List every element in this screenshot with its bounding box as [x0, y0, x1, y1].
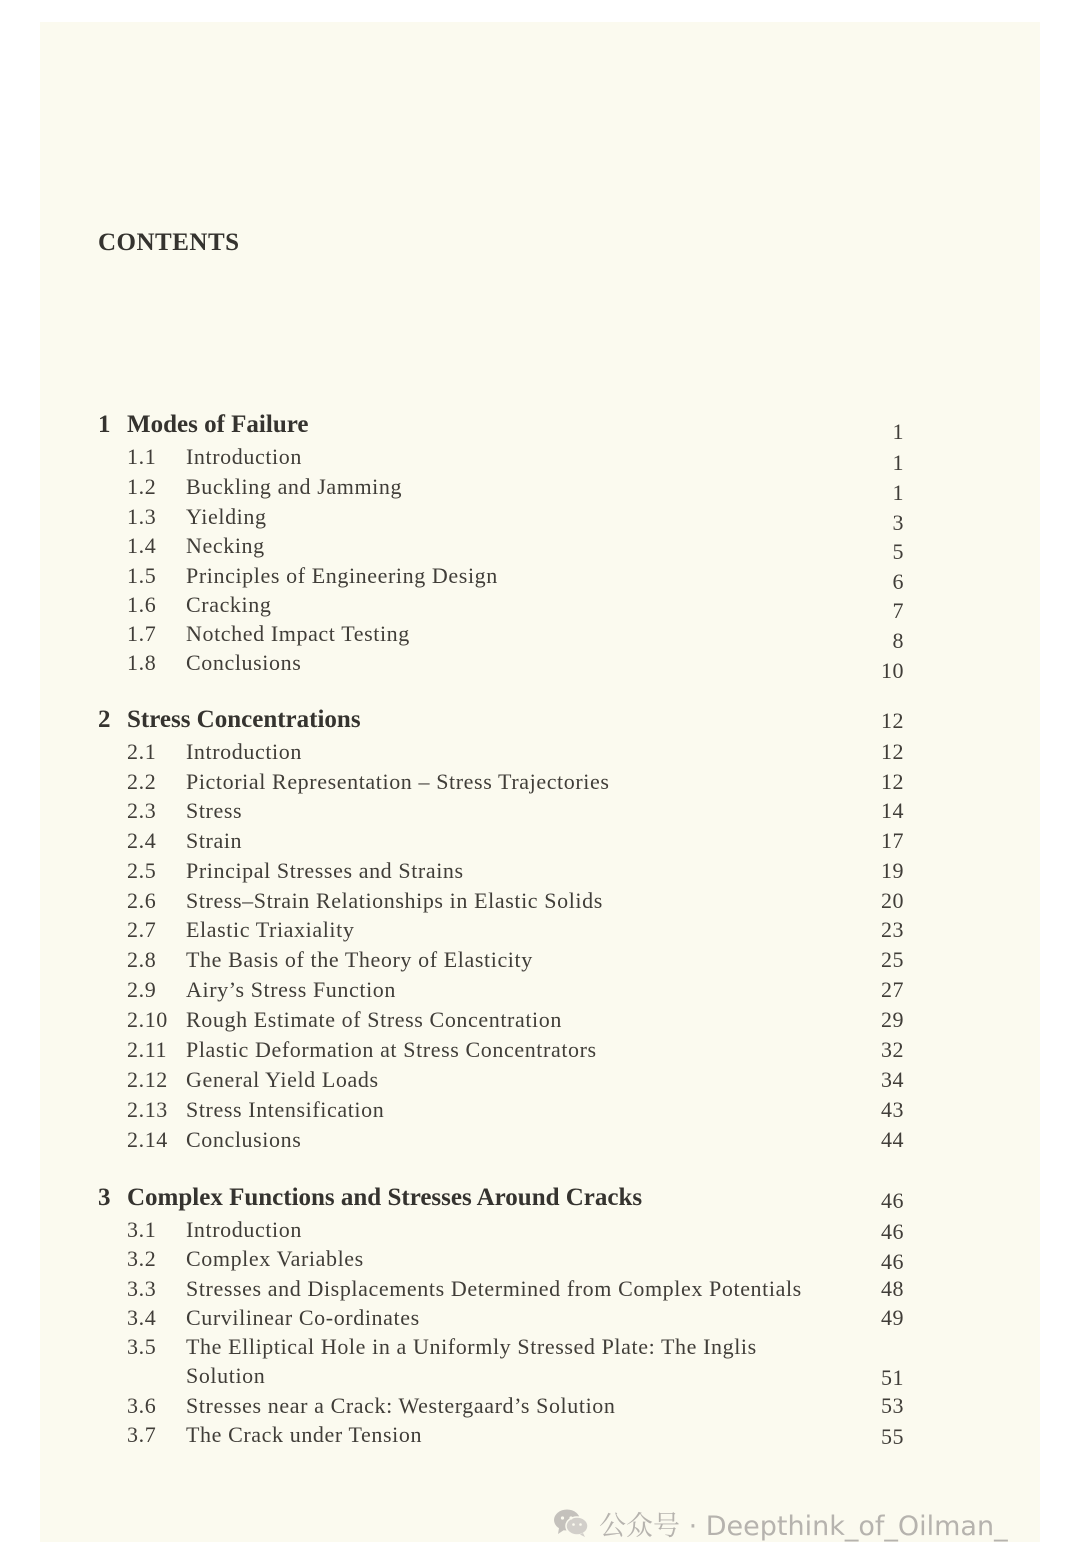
section-number: 3.2: [127, 1246, 157, 1271]
section-row: [0, 444, 1080, 474]
watermark-text: 公众号 · Deepthink_of_Oilman_: [599, 1510, 1008, 1542]
section-row: [0, 888, 1080, 918]
section-page: 12: [881, 739, 904, 764]
section-title: Notched Impact Testing: [186, 621, 410, 646]
section-row: [0, 798, 1080, 828]
section-title: Principles of Engineering Design: [186, 563, 498, 588]
chapter-page: 1: [892, 419, 904, 444]
section-row: [0, 1422, 1080, 1452]
section-page: 51: [881, 1365, 904, 1390]
section-number: 1.7: [127, 621, 157, 646]
section-title: Pictorial Representation – Stress Trajectories: [186, 769, 610, 794]
section-row: [0, 592, 1080, 622]
section-number: 1.8: [127, 650, 157, 675]
section-number: 1.2: [127, 474, 157, 499]
section-number: 2.13: [127, 1097, 168, 1122]
section-page: 32: [881, 1037, 904, 1062]
chapter-number: 2: [98, 706, 111, 733]
section-title: Introduction: [186, 444, 302, 469]
section-title: Conclusions: [186, 650, 302, 675]
section-row: [0, 474, 1080, 504]
chapter-title: Stress Concentrations: [127, 706, 361, 733]
section-number: 3.4: [127, 1305, 157, 1330]
section-row: [0, 739, 1080, 769]
section-row: [0, 917, 1080, 947]
section-row: [0, 1007, 1080, 1037]
section-page: 1: [892, 480, 904, 505]
section-row: [0, 533, 1080, 563]
section-page: 1: [892, 450, 904, 475]
section-number: 3.1: [127, 1217, 157, 1242]
section-page: 14: [881, 798, 904, 823]
section-page: 27: [881, 977, 904, 1002]
section-page: 48: [881, 1276, 904, 1301]
chapter-number: 1: [98, 411, 111, 438]
section-title: The Elliptical Hole in a Uniformly Stressed Plate: The Inglis: [186, 1334, 757, 1359]
section-number: 3.5: [127, 1334, 157, 1359]
section-number: 1.5: [127, 563, 157, 588]
section-number: 3.6: [127, 1393, 157, 1418]
section-number: 3.3: [127, 1276, 157, 1301]
section-number: 1.3: [127, 504, 157, 529]
section-title: Introduction: [186, 1217, 302, 1242]
section-page: 46: [881, 1249, 904, 1274]
section-row: [0, 504, 1080, 534]
section-page: 25: [881, 947, 904, 972]
section-title: Airy’s Stress Function: [186, 977, 396, 1002]
section-row: [0, 1334, 1080, 1394]
section-title: Conclusions: [186, 1127, 302, 1152]
section-title: Buckling and Jamming: [186, 474, 403, 499]
section-number: 2.9: [127, 977, 157, 1002]
section-number: 2.7: [127, 917, 157, 942]
section-row: [0, 977, 1080, 1007]
section-title: Stress: [186, 798, 243, 823]
section-title: Stresses and Displacements Determined from Complex Potentials: [186, 1276, 802, 1301]
section-row: [0, 769, 1080, 799]
chapter-heading-row: [0, 1184, 1080, 1214]
chapter-title: Modes of Failure: [127, 411, 309, 438]
section-title: General Yield Loads: [186, 1067, 379, 1092]
section-number: 2.3: [127, 798, 157, 823]
section-page: 17: [881, 828, 904, 853]
section-row: [0, 1067, 1080, 1097]
section-page: 46: [881, 1219, 904, 1244]
section-number: 1.4: [127, 533, 157, 558]
section-number: 2.11: [127, 1037, 168, 1062]
section-row: [0, 650, 1080, 683]
section-row: [0, 1276, 1080, 1306]
chapter-heading-row: [0, 411, 1080, 444]
section-title: Stress–Strain Relationships in Elastic Solids: [186, 888, 603, 913]
section-number: 2.1: [127, 739, 157, 764]
section-number: 2.5: [127, 858, 157, 883]
section-title: The Basis of the Theory of Elasticity: [186, 947, 533, 972]
section-row: [0, 1097, 1080, 1127]
section-row: [0, 563, 1080, 593]
section-row: [0, 1217, 1080, 1247]
section-page: 49: [881, 1305, 904, 1330]
section-row: [0, 1393, 1080, 1423]
section-title: Rough Estimate of Stress Concentration: [186, 1007, 562, 1032]
section-page: 34: [881, 1067, 904, 1092]
chapter-page: 46: [881, 1188, 904, 1213]
section-title: Plastic Deformation at Stress Concentrators: [186, 1037, 597, 1062]
section-page: 7: [892, 598, 904, 623]
wechat-icon: [553, 1508, 589, 1538]
chapter-heading-row: [0, 706, 1080, 736]
section-row: [0, 1246, 1080, 1276]
page-title: CONTENTS: [98, 229, 240, 256]
section-title: Stress Intensification: [186, 1097, 385, 1122]
section-row: [0, 947, 1080, 977]
section-page: 12: [881, 769, 904, 794]
section-title: The Crack under Tension: [186, 1422, 423, 1447]
section-page: 55: [881, 1424, 904, 1449]
section-page: 5: [892, 539, 904, 564]
section-number: 2.10: [127, 1007, 168, 1032]
section-number: 2.4: [127, 828, 157, 853]
section-title: Elastic Triaxiality: [186, 917, 355, 942]
section-title: Yielding: [186, 504, 267, 529]
section-number: 2.14: [127, 1127, 168, 1152]
section-page: 8: [892, 628, 904, 653]
section-row: [0, 1305, 1080, 1335]
section-row: [0, 1127, 1080, 1157]
chapter-number: 3: [98, 1184, 111, 1211]
section-title: Cracking: [186, 592, 272, 617]
section-page: 29: [881, 1007, 904, 1032]
section-number: 2.6: [127, 888, 157, 913]
section-row: [0, 858, 1080, 888]
section-row: [0, 828, 1080, 858]
section-title: Principal Stresses and Strains: [186, 858, 464, 883]
chapter-title: Complex Functions and Stresses Around Cracks: [127, 1184, 643, 1211]
section-page: 43: [881, 1097, 904, 1122]
section-title: Strain: [186, 828, 243, 853]
section-number: 1.1: [127, 444, 157, 469]
section-page: 10: [881, 658, 904, 683]
chapter-page: 12: [881, 708, 904, 733]
section-number: 3.7: [127, 1422, 157, 1447]
section-title-continuation: Solution: [186, 1363, 266, 1388]
section-title: Complex Variables: [186, 1246, 364, 1271]
section-row: [0, 1037, 1080, 1067]
section-title: Stresses near a Crack: Westergaard’s Solution: [186, 1393, 616, 1418]
section-page: 44: [881, 1127, 904, 1152]
section-number: 2.12: [127, 1067, 168, 1092]
section-page: 20: [881, 888, 904, 913]
section-number: 2.2: [127, 769, 157, 794]
section-page: 53: [881, 1393, 904, 1418]
section-number: 2.8: [127, 947, 157, 972]
section-title: Introduction: [186, 739, 302, 764]
section-title: Necking: [186, 533, 265, 558]
watermark: [553, 1503, 1008, 1543]
section-page: 6: [892, 569, 904, 594]
section-page: 3: [892, 510, 904, 535]
section-page: 23: [881, 917, 904, 942]
section-row: [0, 621, 1080, 651]
section-number: 1.6: [127, 592, 157, 617]
section-page: 19: [881, 858, 904, 883]
section-title: Curvilinear Co-ordinates: [186, 1305, 420, 1330]
